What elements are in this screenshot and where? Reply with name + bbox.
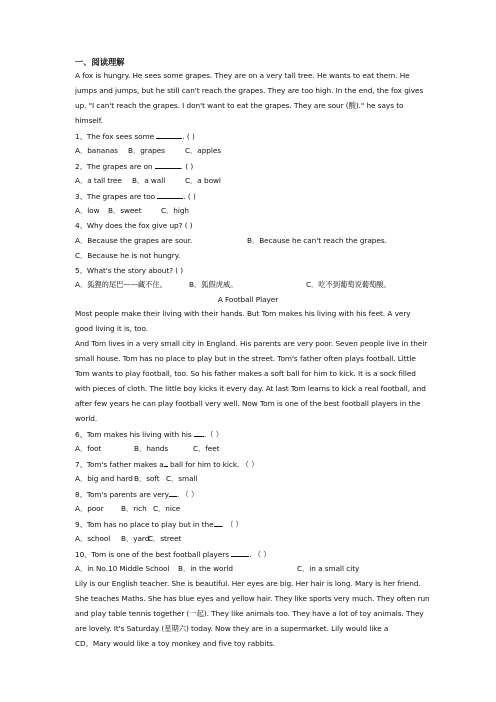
question-8: 8、Tom's parents are very . （ ） <box>75 490 199 499</box>
option-a: A．bananas <box>75 146 118 155</box>
passage2-line: with pieces of cloth. The little boy kicks it every day. At last Tom learns to kick a real football, and <box>75 384 426 393</box>
question-3: 3、The grapes are too . ( ) <box>75 192 196 201</box>
option-c: C．feet <box>193 444 220 453</box>
passage1-line: up. "I can't reach the grapes. I don't want to eat the grapes. They are sour (酸)." he says to <box>75 101 404 110</box>
question-9: 9、Tom has no place to play but in the . （ ） <box>75 520 243 529</box>
passage2-line: Most people make their living with their hands. But Tom makes his living with his feet. A very <box>75 309 411 318</box>
passage3-line: and play table tennis together (一起). They like animals too. They have a lot of toy animals. They <box>75 609 424 618</box>
option-c: C．吃不到葡萄说葡萄酸。 <box>306 280 391 289</box>
answer-blank <box>157 191 183 199</box>
option-c: C．high <box>161 206 190 215</box>
option-c: C．Because he is not hungry. <box>75 251 181 260</box>
answer-blank <box>214 519 222 527</box>
answer-blank <box>156 131 182 139</box>
passage3-line: Lily is our English teacher. She is beautiful. Her eyes are big. Her hair is long. Mary is her friend. <box>75 579 421 588</box>
option-b: B．rich <box>121 504 147 513</box>
option-b: B．a wall <box>132 176 166 185</box>
option-b: B．hands <box>134 444 169 453</box>
option-a: A．狐狸的尾巴——藏不住。 <box>75 280 167 289</box>
answer-blank <box>194 429 204 437</box>
question-5: 5、What's the story about? ( ) <box>75 266 184 275</box>
answer-blank <box>155 161 181 169</box>
option-b: B．in the world <box>178 564 233 573</box>
answer-blank <box>169 489 177 497</box>
passage2-line: small house. Tom has no place to play but in the street. Tom's father often plays football. Little <box>75 354 416 363</box>
passage2-line: And Tom lives in a very small city in England. His parents are very poor. Seven people live in their <box>75 339 428 348</box>
option-a: A．Because the grapes are sour. <box>75 236 193 245</box>
answer-blank <box>164 459 168 467</box>
passage1-line: A fox is hungry. He sees some grapes. They are on a very tall tree. He wants to eat them. He <box>75 71 410 80</box>
question-10: 10、Tom is one of the best football players . （ ） <box>75 550 271 559</box>
option-b: B．Because he can't reach the grapes. <box>247 236 387 245</box>
option-c: C．a bowl <box>185 176 221 185</box>
passage2-line: good living it is, too. <box>75 324 148 333</box>
passage2-title: A Football Player <box>217 295 279 304</box>
passage1-line: jumps and jumps, but he still can't reach the grapes. They are too high. In the end, the fox gives <box>75 86 424 95</box>
option-c: C．street <box>148 534 182 543</box>
option-a: A．school <box>75 534 111 543</box>
answer-blank <box>231 549 249 557</box>
question-6: 6、Tom makes his living with his .（ ） <box>75 430 223 439</box>
option-a: A．poor <box>75 504 104 513</box>
question-7: 7、Tom's father makes a ball for him to kick. （ ） <box>75 460 259 469</box>
passage2-line: after few years he can play football very well. Now Tom is one of the best football players in the <box>75 399 421 408</box>
passage1-line: himself. <box>75 116 104 125</box>
option-a: A．foot <box>75 444 102 453</box>
passage3-line: She teaches Maths. She has blue eyes and yellow hair. They like sports very much. They often run <box>75 594 430 603</box>
passage2-line: world. <box>75 414 98 423</box>
option-a: A．a tall tree <box>75 176 122 185</box>
option-b: B．sweet <box>108 206 142 215</box>
passage3-line: CD。Mary would like a toy monkey and five toy rabbits. <box>75 639 276 648</box>
option-c: C．apples <box>185 146 222 155</box>
option-b: B．soft <box>134 474 160 483</box>
option-c: C．nice <box>153 504 181 513</box>
option-a: A．low <box>75 206 100 215</box>
section-title: 一、阅读理解 <box>75 57 125 67</box>
option-b: B．狐假虎威。 <box>189 280 238 289</box>
question-4: 4、Why does the fox give up? ( ) <box>75 221 193 230</box>
option-a: A．big and hard <box>75 474 133 483</box>
passage3-line: are lovely. It's Saturday (星期六) today. Now they are in a supermarket. Lily would like a <box>75 624 389 633</box>
question-2: 2、The grapes are on . ( ) <box>75 162 194 171</box>
option-c: C．small <box>166 474 198 483</box>
question-1: 1、The fox sees some . ( ) <box>75 132 195 141</box>
option-b: B．yard <box>121 534 150 543</box>
option-a: A．in No.10 Middle School <box>75 564 170 573</box>
passage2-line: Tom wants to play football, too. So his father makes a soft ball for him to kick. It is a sock filled <box>75 369 416 378</box>
option-c: C．in a small city <box>297 564 360 573</box>
option-b: B．grapes <box>128 146 165 155</box>
